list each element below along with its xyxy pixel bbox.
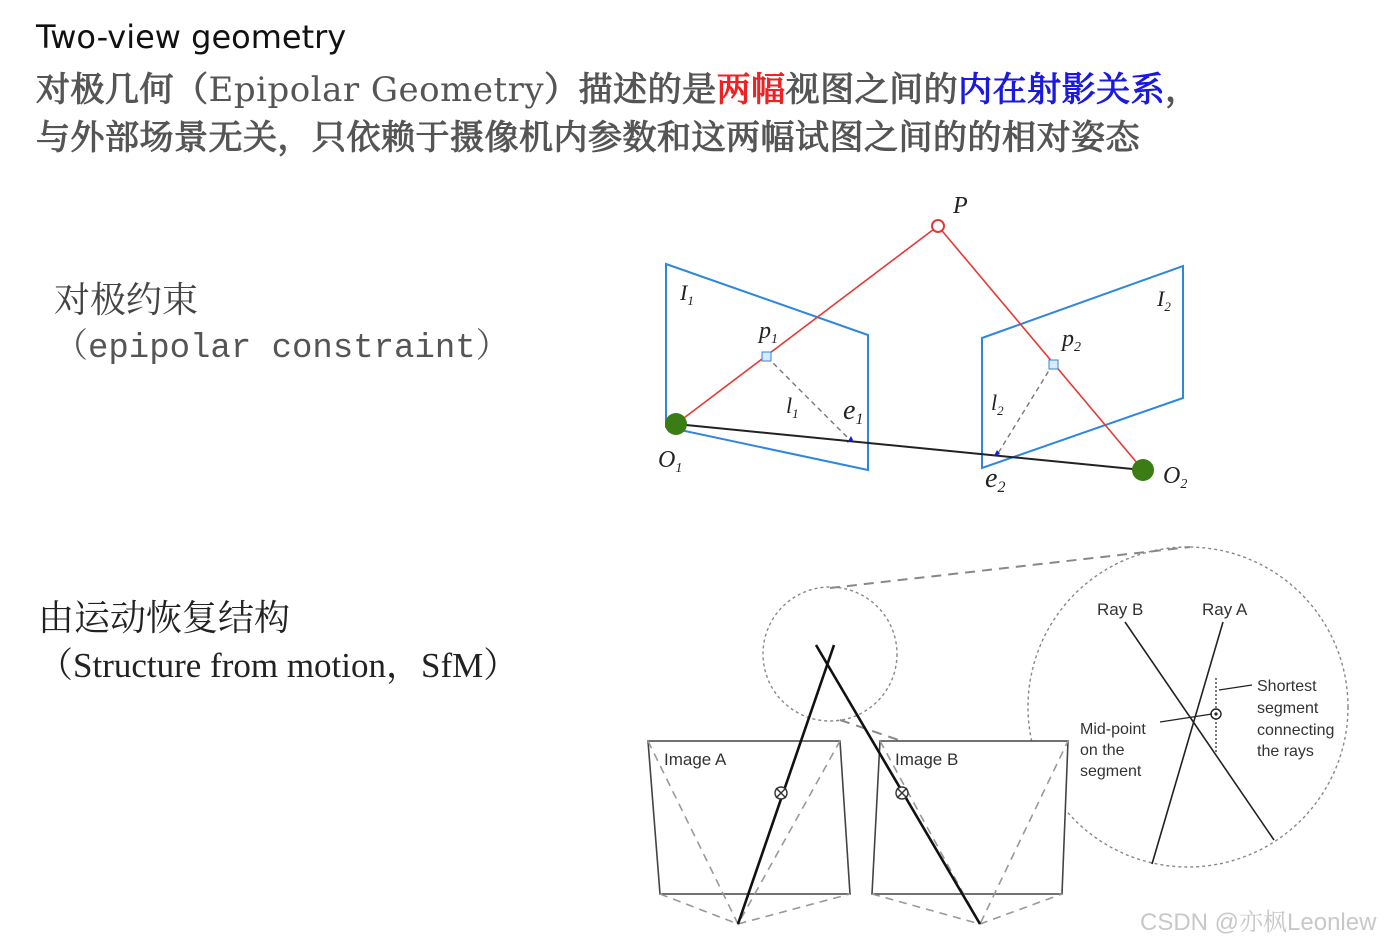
label-p2-main: p	[1062, 326, 1074, 352]
desc-term-en: Epipolar Geometry	[208, 70, 545, 110]
label-l2	[991, 390, 1004, 418]
image-a-label: Image A	[664, 750, 727, 769]
label-e1	[843, 395, 863, 428]
shortest-label-3: connecting	[1257, 722, 1335, 739]
epipolar-heading-en: （epipolar constraint）	[54, 330, 510, 368]
label-e2	[985, 463, 1005, 496]
shortest-label-4: the rays	[1257, 743, 1314, 760]
watermark: CSDN @亦枫Leonlew	[1140, 909, 1377, 936]
shortest-label-1: Shortest	[1257, 678, 1317, 695]
zoom-ray-b	[1125, 622, 1274, 840]
label-O1	[658, 447, 682, 476]
label-l1-main: l	[786, 393, 793, 418]
label-l1-sub: 1	[792, 406, 799, 421]
label-I1-main: I	[680, 280, 688, 305]
point-p1	[762, 352, 771, 361]
desc-part: ）描述的是	[544, 70, 717, 110]
leader-midpoint	[1160, 714, 1212, 722]
label-p1-main: p	[759, 318, 771, 344]
desc-highlight-red: 两幅	[716, 70, 786, 110]
label-O1-main: O	[658, 447, 676, 473]
label-I1-sub: 1	[687, 293, 694, 308]
image-b-base	[872, 894, 1062, 924]
label-e2-main: e	[985, 463, 998, 494]
image-b-projection-marker	[896, 787, 908, 799]
ray-1	[676, 226, 938, 424]
leader-shortest	[1219, 685, 1252, 690]
label-I1	[679, 280, 694, 308]
description-line-2: 与外部场景无关，只依赖于摄像机内参数和这两幅试图之间的的相对姿态	[36, 118, 1140, 158]
camera-center-1	[665, 413, 687, 435]
label-O1-sub: 1	[675, 461, 683, 476]
label-O2	[1163, 463, 1187, 492]
epipolar-line-2	[997, 364, 1053, 455]
ray-b-label: Ray B	[1097, 600, 1144, 619]
desc-part: ，	[1165, 70, 1200, 110]
label-I2-main: I	[1157, 286, 1165, 311]
shortest-label-2: segment	[1257, 700, 1319, 717]
epipolar-diagram	[658, 193, 1187, 496]
midpoint-dot	[1214, 712, 1217, 715]
camera-center-2	[1132, 459, 1154, 481]
sfm-diagram	[648, 547, 1348, 924]
label-p2-sub: 2	[1074, 340, 1081, 355]
zoom-ray-a	[1152, 622, 1223, 864]
sfm-heading-zh: 由运动恢复结构	[38, 598, 291, 639]
image-a-projection-marker	[775, 787, 787, 799]
midpoint-label-3: segment	[1080, 763, 1142, 780]
baseline	[676, 424, 1143, 470]
label-e1-sub: 1	[855, 411, 864, 428]
desc-part: 视图之间的	[785, 70, 959, 110]
point-p2	[1049, 360, 1058, 369]
label-I2-sub: 2	[1164, 299, 1171, 314]
ray-a-label: Ray A	[1202, 600, 1248, 619]
image-plane-2	[982, 266, 1183, 468]
zoom-connector-top	[830, 547, 1190, 588]
page-title: Two-view geometry	[36, 18, 347, 56]
desc-highlight-blue: 内在射影关系	[958, 70, 1166, 110]
midpoint-label-2: on the	[1080, 742, 1125, 759]
label-P: P	[953, 193, 968, 219]
ray-2	[938, 226, 1143, 470]
label-p1-sub: 1	[771, 332, 778, 347]
label-l2-main: l	[991, 390, 998, 415]
label-I2	[1156, 286, 1171, 314]
label-l2-sub: 2	[997, 403, 1004, 418]
label-e2-sub: 2	[997, 479, 1006, 496]
epipolar-heading-zh: 对极约束	[54, 280, 199, 321]
midpoint-label-1: Mid-point	[1080, 721, 1146, 738]
label-O2-main: O	[1163, 463, 1181, 489]
label-e1-main: e	[843, 395, 856, 426]
sfm-heading-en: （Structure from motion，SfM）	[38, 646, 519, 685]
label-l1	[786, 393, 799, 421]
image-b-label: Image B	[895, 750, 959, 769]
point-P	[932, 220, 944, 232]
desc-part: 对极几何（	[36, 70, 209, 110]
label-p1	[757, 318, 778, 347]
label-p2	[1060, 326, 1081, 355]
label-O2-sub: 2	[1180, 477, 1188, 492]
epipolar-line-1	[767, 357, 850, 440]
image-a-base	[660, 894, 850, 924]
